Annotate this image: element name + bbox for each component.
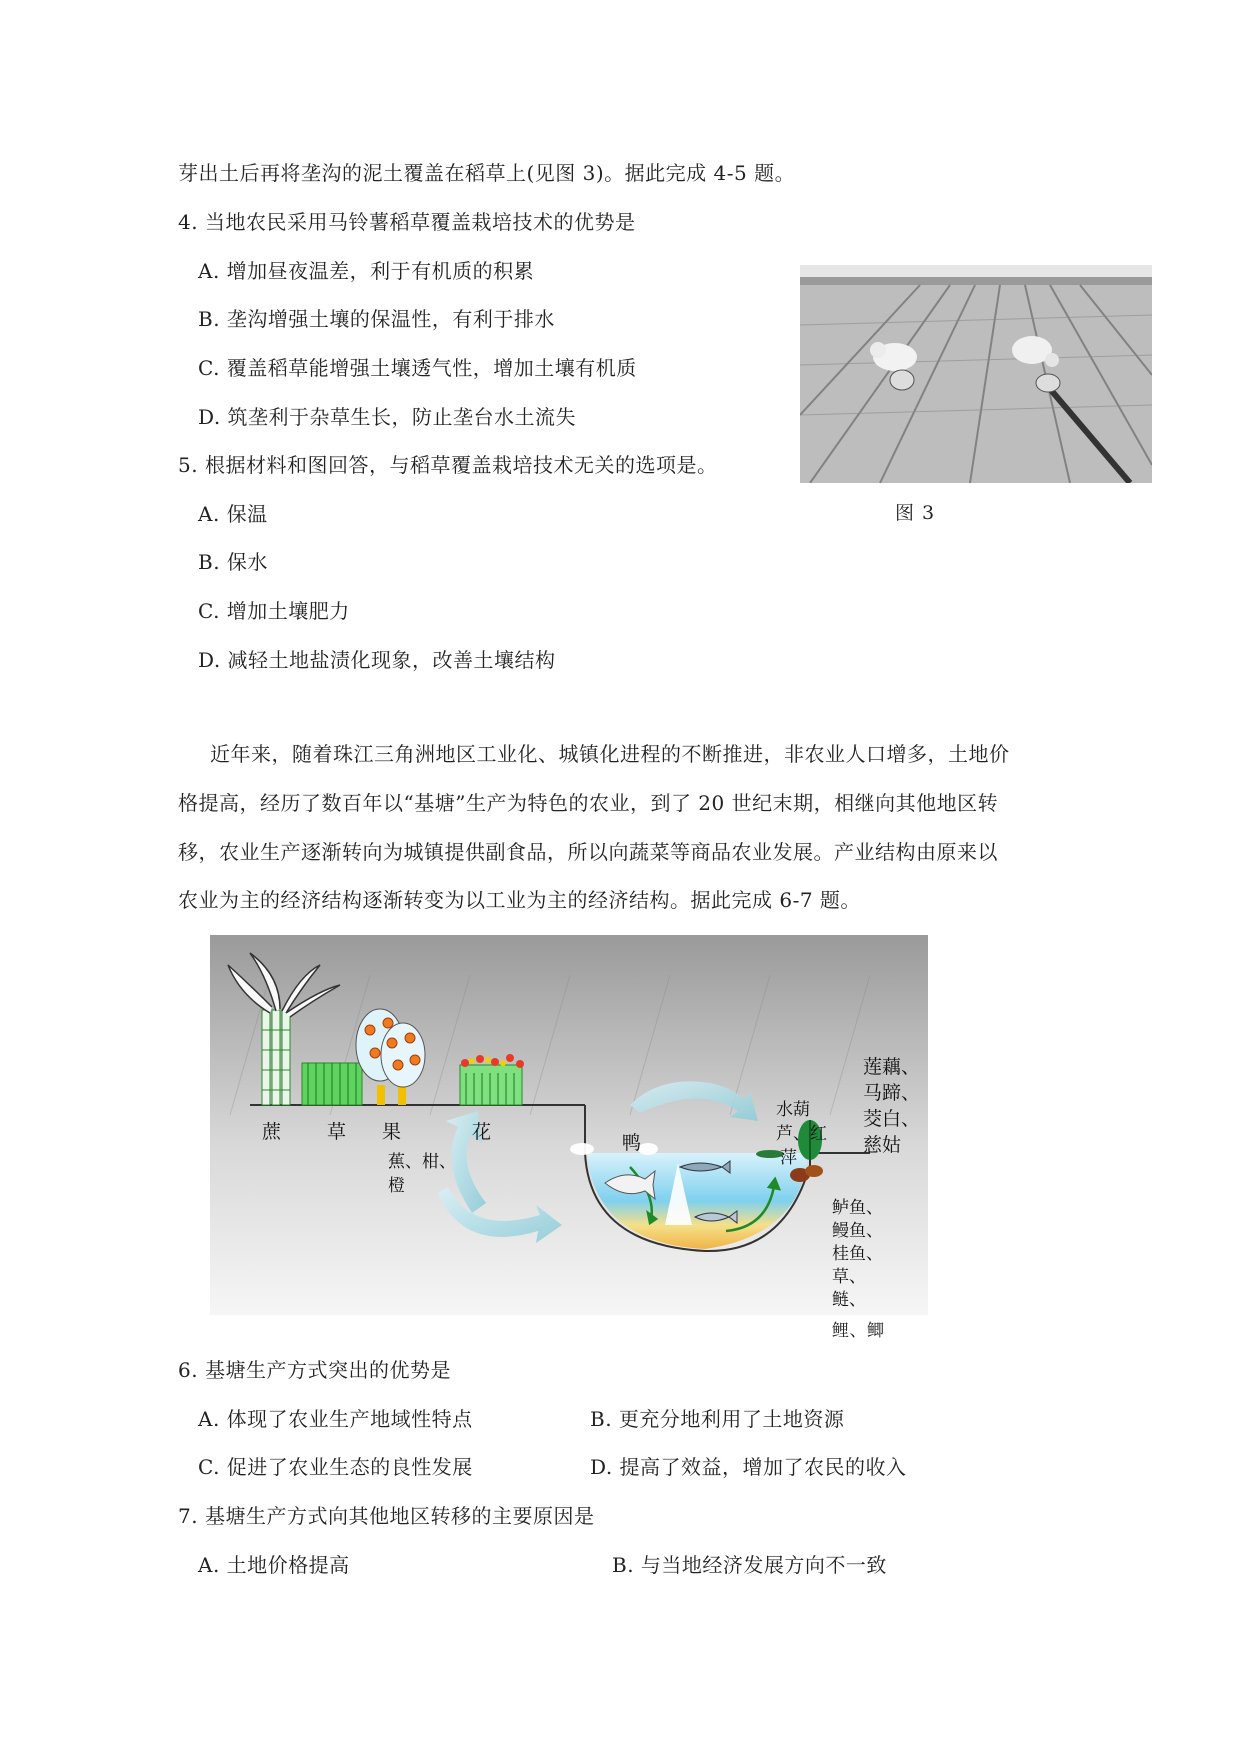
q5-option-d: D. 减轻土地盐渍化现象，改善土壤结构 — [198, 648, 556, 672]
label-water-plants-3: 萍 — [780, 1148, 797, 1168]
label-flower: 花 — [472, 1121, 492, 1143]
label-water-plants-1: 水葫 — [776, 1100, 810, 1120]
q4-stem: 4. 当地农民采用马铃薯稻草覆盖栽培技术的优势是 — [178, 210, 636, 234]
q5-option-a: A. 保温 — [198, 502, 268, 526]
label-fish-1: 鲈鱼、 — [832, 1198, 883, 1218]
label-aquatic-crops-1: 莲藕、 — [863, 1056, 921, 1078]
grass-icon — [302, 1063, 362, 1105]
q6-option-b: B. 更充分地利用了土地资源 — [590, 1407, 845, 1431]
label-fish-3: 桂鱼、 — [832, 1244, 883, 1264]
label-fish-2: 鳗鱼、 — [832, 1221, 883, 1241]
passage-line-4: 农业为主的经济结构逐渐转变为以工业为主的经济结构。据此完成 6-7 题。 — [178, 888, 861, 912]
passage-line-3: 移，农业生产逐渐转向为城镇提供副食品，所以向蔬菜等商品农业发展。产业结构由原来以 — [178, 840, 998, 864]
label-water-plants-2: 芦、红 — [776, 1124, 827, 1144]
q5-stem: 5. 根据材料和图回答，与稻草覆盖栽培技术无关的选项是。 — [178, 453, 718, 477]
label-sugarcane: 蔗 — [262, 1121, 282, 1143]
q4-option-b: B. 垄沟增强土壤的保温性，有利于排水 — [198, 307, 555, 331]
dike-pond-diagram — [210, 935, 928, 1315]
label-fruit-types-1: 蕉、柑、 — [388, 1152, 456, 1172]
q6-stem: 6. 基塘生产方式突出的优势是 — [178, 1358, 451, 1382]
q6-option-c: C. 促进了农业生态的良性发展 — [198, 1455, 473, 1479]
q6-option-a: A. 体现了农业生产地域性特点 — [198, 1407, 473, 1431]
label-fish-5: 鲢、 — [832, 1290, 866, 1310]
q4-option-a: A. 增加昼夜温差，利于有机质的积累 — [198, 259, 535, 283]
label-duck: 鸭 — [622, 1132, 642, 1154]
label-fish-4: 草、 — [832, 1267, 866, 1287]
q5-option-c: C. 增加土壤肥力 — [198, 599, 350, 623]
figure3-field-photo — [800, 265, 1152, 483]
figure3-caption: 图 3 — [895, 502, 936, 524]
intro-tail-text: 芽出土后再将垄沟的泥土覆盖在稻草上(见图 3)。据此完成 4-5 题。 — [178, 161, 796, 185]
label-fruit-types-2: 橙 — [388, 1176, 405, 1196]
q5-option-b: B. 保水 — [198, 550, 268, 574]
q4-option-c: C. 覆盖稻草能增强土壤透气性，增加土壤有机质 — [198, 356, 637, 380]
passage-line-2: 格提高，经历了数百年以“基塘”生产为特色的农业，到了 20 世纪末期，相继向其他地区转 — [178, 791, 999, 815]
q4-option-d: D. 筑垄利于杂草生长，防止垄台水土流失 — [198, 405, 577, 429]
label-fruit: 果 — [382, 1121, 402, 1143]
passage-line-1: 近年来，随着珠江三角洲地区工业化、城镇化进程的不断推进，非农业人口增多，土地价 — [210, 742, 1010, 766]
q7-option-a: A. 土地价格提高 — [198, 1553, 350, 1577]
label-aquatic-crops-2: 马蹄、 — [863, 1082, 921, 1104]
label-aquatic-crops-4: 慈姑 — [863, 1134, 902, 1156]
label-grass: 草 — [327, 1121, 347, 1143]
label-fish-6: 鲤、鲫 — [832, 1321, 885, 1341]
label-aquatic-crops-3: 茭白、 — [863, 1108, 921, 1130]
q6-option-d: D. 提高了效益，增加了农民的收入 — [590, 1455, 907, 1479]
q7-stem: 7. 基塘生产方式向其他地区转移的主要原因是 — [178, 1504, 595, 1528]
q7-option-b: B. 与当地经济发展方向不一致 — [612, 1553, 887, 1577]
